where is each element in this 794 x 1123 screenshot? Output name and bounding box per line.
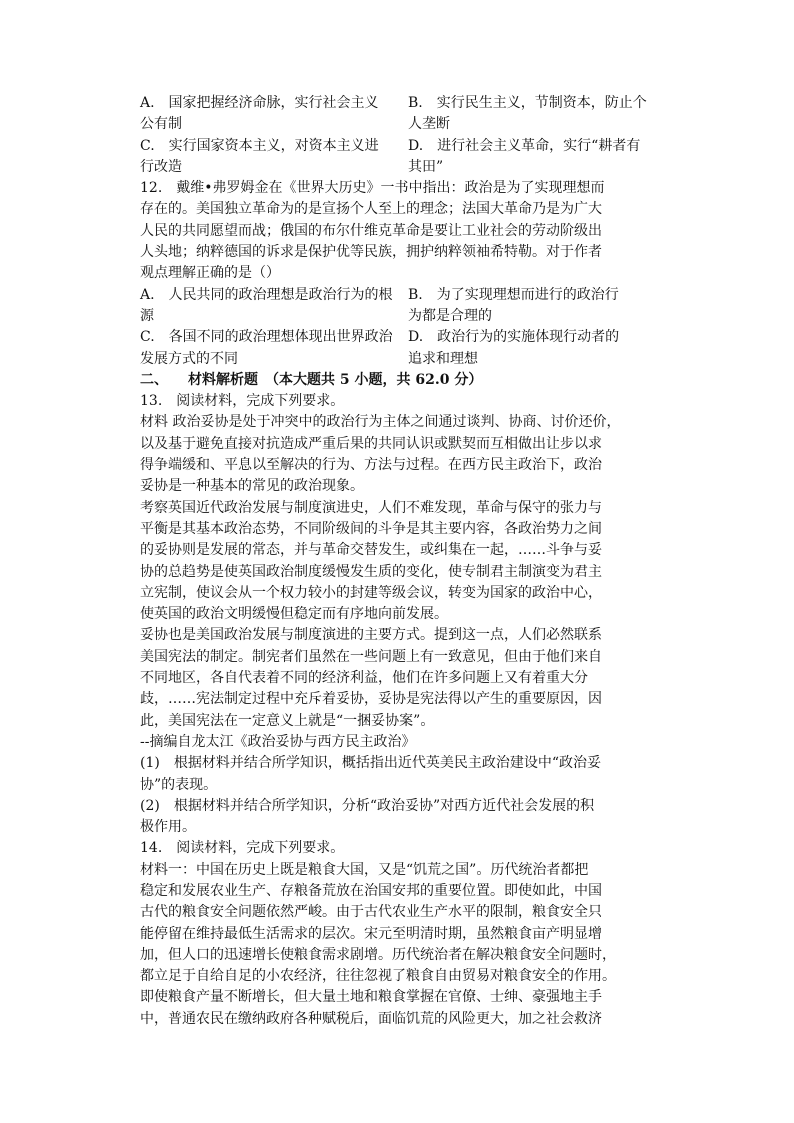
q11-options-row-2 [140, 136, 675, 179]
q14-intro: 14. 阅读材料，完成下列要求。 [140, 840, 345, 857]
q14-line: 稳定和发展农业生产、存粮备荒放在治国安邦的重要位置。即使如此，中国 [140, 882, 602, 899]
section-number: 二、 [140, 371, 168, 388]
q13-line: 平衡是其基本政治态势，不同阶级间的斗争是其主要内容，各政治势力之间 [140, 520, 602, 537]
q12-options-row-2 [140, 327, 675, 370]
q14-line: 材料一：中国在历史上既是粮食大国，又是“饥荒之国”。历代统治者都把 [140, 861, 589, 878]
q11-options-row-1 [140, 93, 675, 136]
q13-line: 歧，……宪法制定过程中充斥着妥协，妥协是宪法得以产生的重要原因，因 [140, 691, 602, 708]
q13-intro: 13. 阅读材料，完成下列要求。 [140, 393, 345, 410]
q14-line: 能停留在维持最低生活需求的层次。宋元至明清时期，虽然粮食亩产明显增 [140, 925, 602, 942]
q13-line: 协的总趋势是使英国政治制度缓慢发生质的变化，使专制君主制演变为君主 [140, 563, 602, 580]
q13-line: 不同地区，各自代表着不同的经济利益，他们在许多问题上又有着重大分 [140, 670, 588, 687]
q12-line: 人头地；纳粹德国的诉求是保护优等民族，拥护纳粹领袖希特勒。对于作者 [140, 244, 602, 261]
section-title: 材料解析题 （本大题共 5 小题，共 62.0 分） [188, 371, 483, 388]
q13-line: 使英国的政治文明缓慢但稳定而有序地向前发展。 [140, 606, 448, 623]
q13-line: 的妥协则是发展的常态，并与革命交替发生，或纠集在一起，……斗争与妥 [140, 542, 602, 559]
q13-subquestion: (1) 根据材料并结合所学知识，概括指出近代英美民主政治建设中“政治妥 [140, 755, 601, 772]
q13-line: 以及基于避免直接对抗造成严重后果的共同认识或默契而互相做出让步以求 [140, 435, 602, 452]
q13-line: 妥协也是美国政治发展与制度演进的主要方式。提到这一点，人们必然联系 [140, 627, 602, 644]
q11-option-b: B. 实行民生主义，节制资本，防止个 人垄断 [408, 95, 647, 133]
q13-subquestion: 极作用。 [140, 819, 196, 836]
q13-line: 美国宪法的制定。制宪者们虽然在一些问题上有一致意见，但由于他们来自 [140, 648, 602, 665]
document-page [140, 93, 675, 1030]
q12-line: 12. 戴维•弗罗姆金在《世界大历史》一书中指出：政治是为了实现理想而 [140, 180, 605, 197]
q14-line: 古代的粮食安全问题依然严峻。由于古代农业生产水平的限制，粮食安全只 [140, 904, 602, 921]
q14-line: 都立足于自给自足的小农经济，往往忽视了粮食自由贸易对粮食安全的作用。 [140, 968, 616, 985]
q12-option-a: A. 人民共同的政治理想是政治行为的根 源 [140, 286, 393, 324]
q12-option-d: D. 政治行为的实施体现行动者的 追求和理想 [408, 329, 620, 367]
q11-option-c: C. 实行国家资本主义，对资本主义进 行改造 [140, 137, 379, 175]
q13-source: --摘编自龙太江《政治妥协与西方民主政治》 [140, 733, 416, 750]
q13-line: 妥协是一种基本的常见的政治现象。 [140, 478, 364, 495]
q13-subquestion: 协”的表现。 [140, 776, 218, 793]
q12-stem [140, 178, 675, 284]
q13-line: 材料 政治妥协是处于冲突中的政治行为主体之间通过谈判、协商、讨价还价， [140, 414, 621, 431]
q12-line: 观点理解正确的是（） [140, 265, 280, 282]
q14-block [140, 838, 675, 1030]
q13-line: 立宪制，使议会从一个权力较小的封建等级会议，转变为国家的政治中心， [140, 584, 602, 601]
q14-line: 中，普通农民在缴纳政府各种赋税后，面临饥荒的风险更大，加之社会救济 [140, 1010, 602, 1027]
q13-line: 考察英国近代政治发展与制度演进史，人们不难发现，革命与保守的张力与 [140, 499, 602, 516]
q13-line: 得争端缓和、平息以至解决的行为、方法与过程。在西方民主政治下，政治 [140, 457, 602, 474]
q11-option-a: A. 国家把握经济命脉，实行社会主义 公有制 [140, 95, 379, 133]
q11-option-d: D. 进行社会主义革命，实行“耕者有 其田” [408, 137, 641, 175]
q12-options-row-1 [140, 285, 675, 328]
q12-option-c: C. 各国不同的政治理想体现出世界政治 发展方式的不同 [140, 329, 393, 367]
q14-line: 即使粮食产量不断增长，但大量土地和粮食掌握在官僚、士绅、豪强地主手 [140, 989, 602, 1006]
q14-line: 加，但人口的迅速增长使粮食需求剧增。历代统治者在解决粮食安全问题时， [140, 946, 616, 963]
q13-subquestion: (2) 根据材料并结合所学知识，分析“政治妥协”对西方近代社会发展的积 [140, 797, 595, 814]
q13-block [140, 391, 675, 838]
q12-line: 人民的共同愿望而战；俄国的布尔什维克革命是要让工业社会的劳动阶级出 [140, 222, 602, 239]
q12-line: 存在的。美国独立革命为的是宣扬个人至上的理念；法国大革命乃是为广大 [140, 201, 602, 218]
q12-option-b: B. 为了实现理想而进行的政治行 为都是合理的 [408, 286, 619, 324]
section-heading [140, 370, 675, 391]
q13-line: 此，美国宪法在一定意义上就是“一捆妥协案”。 [140, 712, 435, 729]
